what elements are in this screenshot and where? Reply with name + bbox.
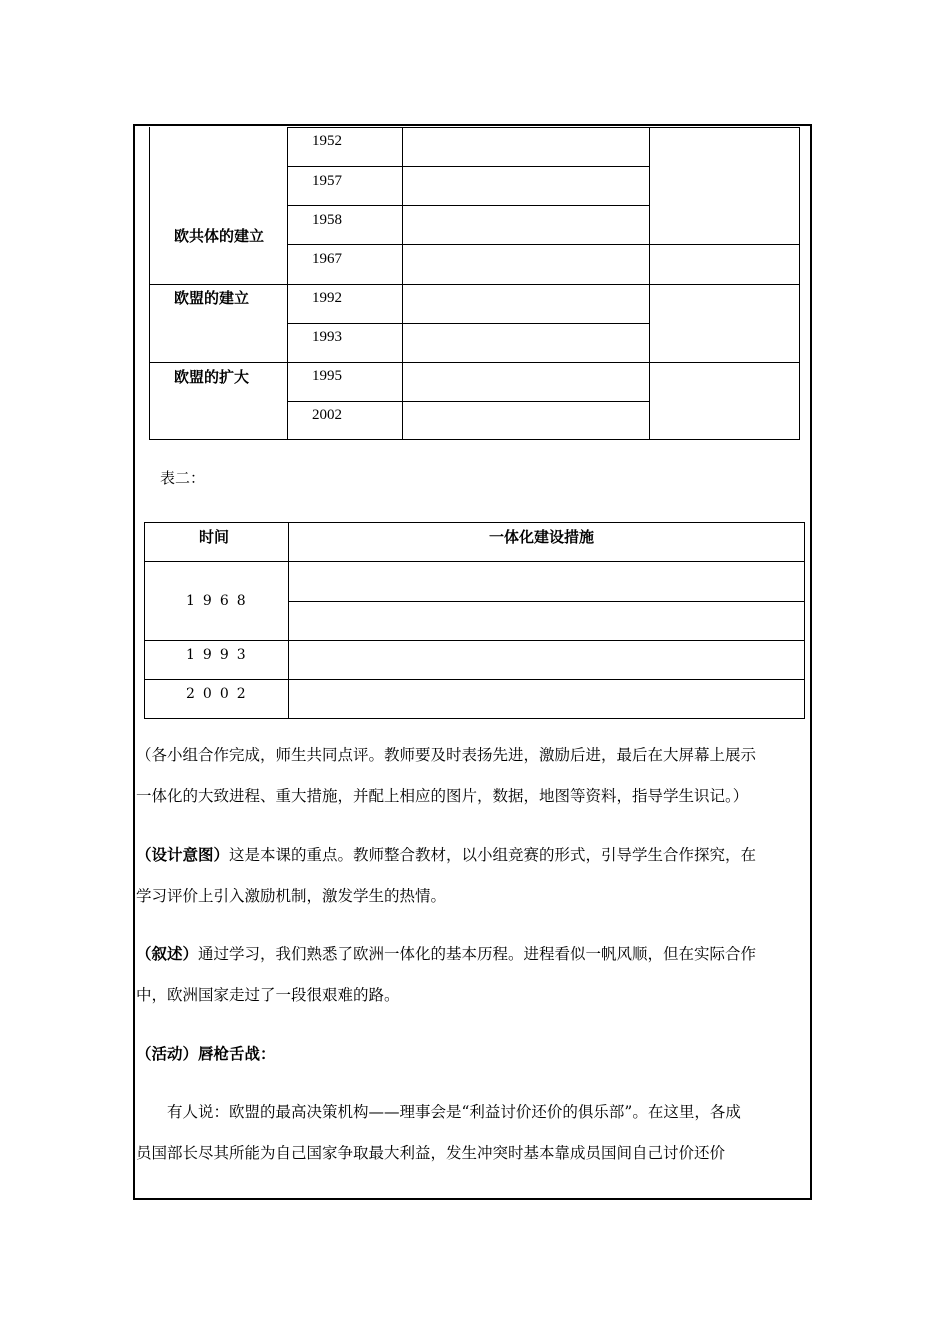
year-cell: 1992 [312,290,342,306]
year-cell: 1958 [312,212,342,228]
narration-paragraph [136,944,808,964]
design-intent-paragraph [136,845,808,865]
group-label-eec: 欧共体的建立 [174,227,265,245]
design-intent-label: （设计意图） [136,845,230,864]
year-cell: 1993 [186,647,254,663]
paragraph-text: 这是本课的重点。教师整合教材，以小组竞赛的形式，引导学生合作探究，在 [229,846,757,864]
year-cell: 1993 [312,329,342,345]
narration-label: （叙述） [136,944,199,963]
activity-heading: （活动）唇枪舌战： [136,1044,276,1063]
year-cell: 1967 [312,251,342,267]
group-label-eu-expansion: 欧盟的扩大 [174,368,250,386]
header-time: 时间 [199,528,230,546]
paragraph-line: 有人说：欧盟的最高决策机构——理事会是“利益讨价还价的俱乐部”。在这里，各成 [167,1103,741,1121]
paragraph-text: 通过学习，我们熟悉了欧洲一体化的基本历程。进程看似一帆风顺，但在实际合作 [198,945,757,963]
year-cell: 1995 [312,368,342,384]
year-cell: 1968 [186,593,254,609]
year-cell: 2002 [312,407,342,423]
header-measures: 一体化建设措施 [489,528,595,546]
paragraph-line: 中，欧洲国家走过了一段很艰难的路。 [136,986,400,1004]
table-two-caption: 表二： [160,469,206,487]
year-cell: 2002 [186,686,254,702]
paragraph-line: （各小组合作完成，师生共同点评。教师要及时表扬先进，激励后进，最后在大屏幕上展示 [136,746,757,764]
paragraph-line: 员国部长尽其所能为自己国家争取最大利益，发生冲突时基本靠成员国间自己讨价还价 [136,1144,726,1162]
year-cell: 1952 [312,133,342,149]
year-cell: 1957 [312,173,342,189]
group-label-eu-founding: 欧盟的建立 [174,289,250,307]
paragraph-line: 一体化的大致进程、重大措施，并配上相应的图片，数据，地图等资料，指导学生识记。） [136,787,749,805]
paragraph-line: 学习评价上引入激励机制，激发学生的热情。 [136,887,447,905]
